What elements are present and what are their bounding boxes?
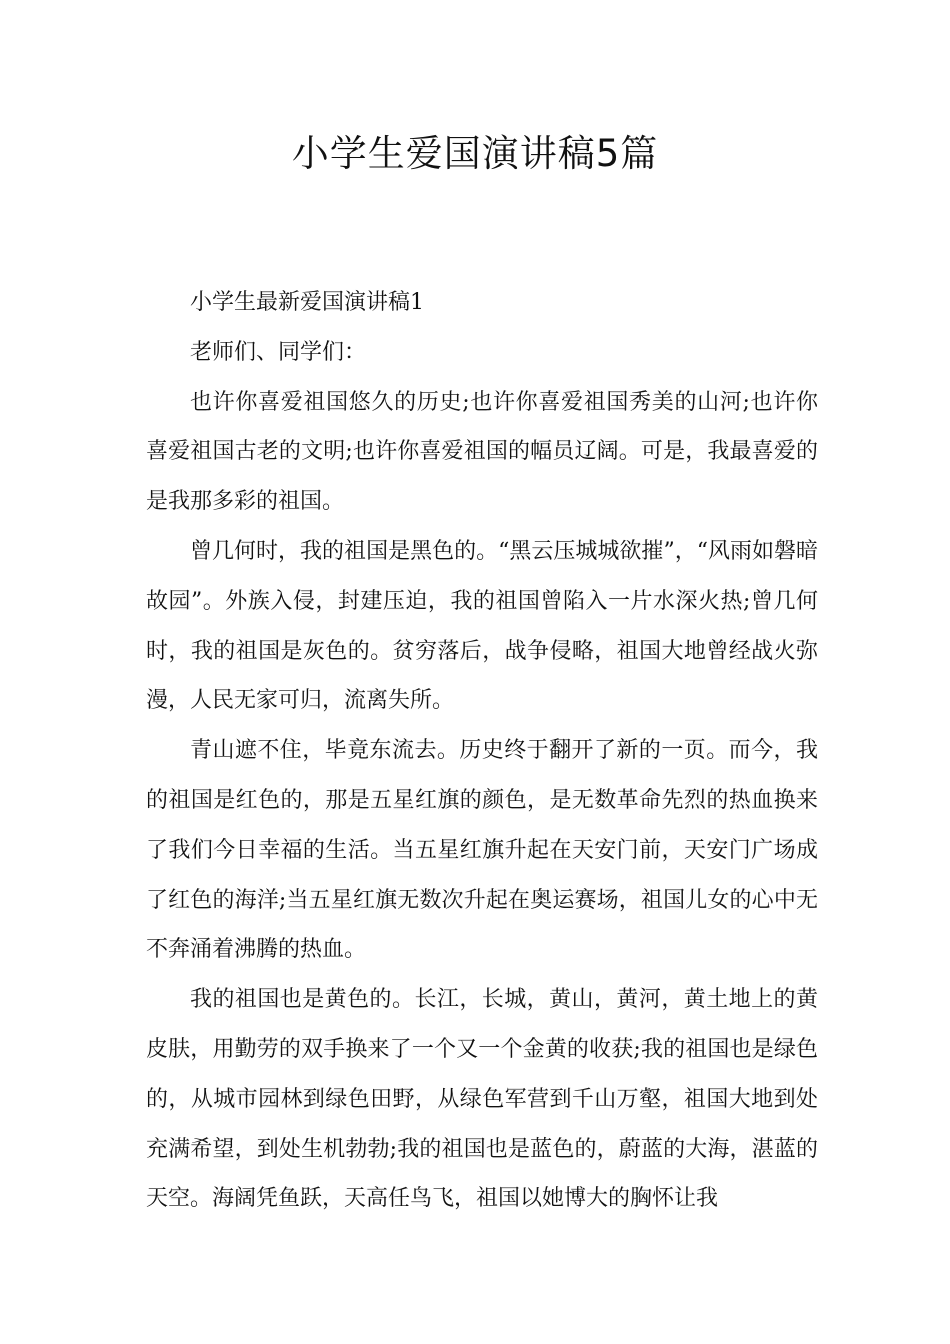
- paragraph: 也许你喜爱祖国悠久的历史;也许你喜爱祖国秀美的山河;也许你喜爱祖国古老的文明;也许你喜爱祖国的幅员辽阔。可是，我最喜爱的是我那多彩的祖国。: [146, 389, 818, 515]
- paragraph: 青山遮不住，毕竟东流去。历史终于翻开了新的一页。而今，我的祖国是红色的，那是五星红旗的颜色，是无数革命先烈的热血换来了我们今日幸福的生活。当五星红旗升起在天安门前，天安门广场成了红色的海洋;当五星红旗无数次升起在奥运赛场，祖国儿女的心中无不奔涌着沸腾的热血。: [146, 738, 818, 963]
- document-body: [146, 278, 818, 1224]
- section-heading: 小学生最新爱国演讲稿1: [190, 290, 424, 315]
- paragraph: 我的祖国也是黄色的。长江，长城，黄山，黄河，黄土地上的黄皮肤，用勤劳的双手换来了一个又一个金黄的收获;我的祖国也是绿色的，从城市园林到绿色田野，从绿色军营到千山万壑，祖国大地到处充满希望，到处生机勃勃;我的祖国也是蓝色的，蔚蓝的大海，湛蓝的天空。海阔凭鱼跃，天高任鸟飞，祖国以她博大的胸怀让我: [146, 987, 818, 1212]
- document-title: 小学生爱国演讲稿5篇: [291, 132, 659, 175]
- paragraph: 曾几何时，我的祖国是黑色的。“黑云压城城欲摧”，“风雨如磐暗故园”。外族入侵，封建压迫，我的祖国曾陷入一片水深火热;曾几何时，我的祖国是灰色的。贫穷落后，战争侵略，祖国大地曾经战火弥漫，人民无家可归，流离失所。: [146, 538, 818, 714]
- salutation: 老师们、同学们：: [190, 339, 367, 365]
